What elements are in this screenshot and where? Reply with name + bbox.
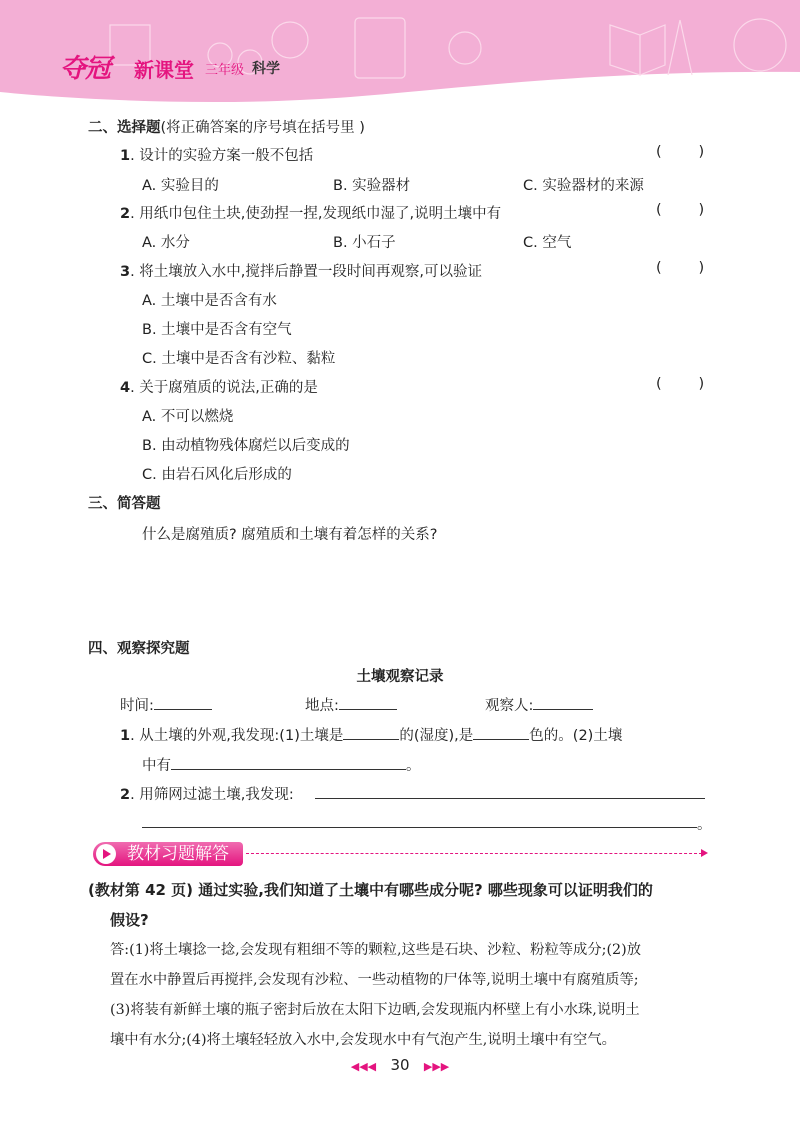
- observation-q1-cont: [142, 754, 421, 775]
- q-text: . 用纸巾包住土块,使劲捏一捏,发现纸巾湿了,说明土壤中有: [130, 206, 502, 222]
- period: 。: [697, 817, 712, 833]
- q-text: 色的。(2)土壤: [529, 728, 623, 744]
- dashed-arrow-divider: [246, 853, 702, 854]
- option-c: C. 土壤中是否含有沙粒、黏粒: [142, 351, 336, 367]
- time-blank[interactable]: [154, 695, 212, 710]
- answer-line[interactable]: [142, 827, 697, 828]
- answer-text-line: (3)将装有新鲜土壤的瓶子密封后放在太阳下边晒,会发现瓶内杯壁上有小水珠,说明土: [110, 1002, 640, 1018]
- play-icon: [96, 844, 116, 864]
- section-observation-heading: 四、观察探究题: [88, 641, 190, 657]
- question-4: [120, 376, 318, 397]
- short-answer-question: 什么是腐殖质? 腐殖质和土壤有着怎样的关系?: [142, 527, 438, 543]
- answer-bracket: ( ): [656, 260, 705, 276]
- q-text: 的(湿度),是: [399, 728, 474, 744]
- q-text: 。: [406, 758, 421, 774]
- q-number: 4: [120, 380, 131, 396]
- observation-q1: [120, 724, 622, 745]
- question-2: [120, 202, 501, 223]
- section-short-answer-heading: 三、简答题: [88, 496, 161, 512]
- option-b: B. 实验器材: [333, 178, 411, 194]
- textbook-question-cont: 假设?: [110, 911, 149, 929]
- grade-label: 三年级: [205, 63, 245, 78]
- option-b: B. 小石子: [333, 235, 396, 251]
- q-text: . 设计的实验方案一般不包括: [130, 148, 314, 164]
- question-3: [120, 260, 482, 281]
- q-number: 1: [120, 148, 131, 164]
- q-text: 中有: [142, 758, 171, 774]
- option-a: A. 实验目的: [142, 178, 219, 194]
- section-note: (将正确答案的序号填在括号里 ): [160, 120, 365, 136]
- place-label: 地点:: [305, 698, 339, 714]
- contents-blank[interactable]: [171, 755, 406, 770]
- q-text: . 从土壤的外观,我发现:(1)土壤是: [130, 728, 344, 744]
- page-number: 30: [390, 1056, 410, 1074]
- humidity-blank[interactable]: [343, 725, 399, 740]
- observer-blank[interactable]: [533, 695, 593, 710]
- time-label: 时间:: [120, 698, 154, 714]
- right-arrows-icon: ▶▶▶: [423, 1060, 450, 1073]
- q-number: 3: [120, 264, 131, 280]
- q-number: 1: [120, 728, 131, 744]
- observation-q2: [120, 783, 294, 804]
- place-field: [305, 694, 397, 715]
- option-b: B. 土壤中是否含有空气: [142, 322, 292, 338]
- q-number: 2: [120, 206, 131, 222]
- textbook-question: (教材第 42 页) 通过实验,我们知道了土壤中有哪些成分呢? 哪些现象可以证明我们的: [88, 881, 653, 899]
- option-a: A. 水分: [142, 235, 190, 251]
- answer-bracket: ( ): [656, 202, 705, 218]
- header-banner: [0, 0, 800, 110]
- answer-text-line: 壤中有水分;(4)将土壤轻轻放入水中,会发现水中有气泡产生,说明土壤中有空气。: [110, 1032, 616, 1048]
- observer-field: [485, 694, 593, 715]
- section-choice-heading: [88, 116, 365, 137]
- answer-bracket: ( ): [656, 376, 705, 392]
- page-footer: [0, 1056, 800, 1074]
- place-blank[interactable]: [339, 695, 397, 710]
- brand-name: 新课堂: [134, 58, 194, 82]
- question-1: [120, 144, 313, 165]
- time-field: [120, 694, 212, 715]
- option-b: B. 由动植物残体腐烂以后变成的: [142, 438, 350, 454]
- option-a: A. 不可以燃烧: [142, 409, 234, 425]
- section-title: 二、选择题: [88, 120, 161, 136]
- q-text: . 用筛网过滤土壤,我发现:: [130, 787, 294, 803]
- q-text: . 关于腐殖质的说法,正确的是: [130, 380, 318, 396]
- left-arrows-icon: ◀◀◀: [350, 1060, 377, 1073]
- answer-text-line: 答:(1)将土壤捻一捻,会发现有粗细不等的颗粒,这些是石块、沙粒、粉粒等成分;(2)放: [110, 942, 642, 958]
- subject-label: 科学: [252, 61, 280, 77]
- brand-logo: 夺冠: [60, 54, 111, 84]
- answer-line[interactable]: [315, 798, 705, 799]
- option-a: A. 土壤中是否含有水: [142, 293, 277, 309]
- q-number: 2: [120, 787, 131, 803]
- record-title: 土壤观察记录: [356, 669, 444, 685]
- observer-label: 观察人:: [485, 698, 534, 714]
- option-c: C. 由岩石风化后形成的: [142, 467, 292, 483]
- option-c: C. 实验器材的来源: [523, 178, 644, 194]
- option-c: C. 空气: [523, 235, 572, 251]
- answer-bracket: ( ): [656, 144, 705, 160]
- textbook-answers-banner: [93, 842, 243, 866]
- answer-text-line: 置在水中静置后再搅拌,会发现有沙粒、一些动植物的尸体等,说明土壤中有腐殖质等;: [110, 972, 639, 988]
- color-blank[interactable]: [473, 725, 529, 740]
- q-text: . 将土壤放入水中,搅拌后静置一段时间再观察,可以验证: [130, 264, 483, 280]
- banner-label: 教材习题解答: [127, 844, 229, 864]
